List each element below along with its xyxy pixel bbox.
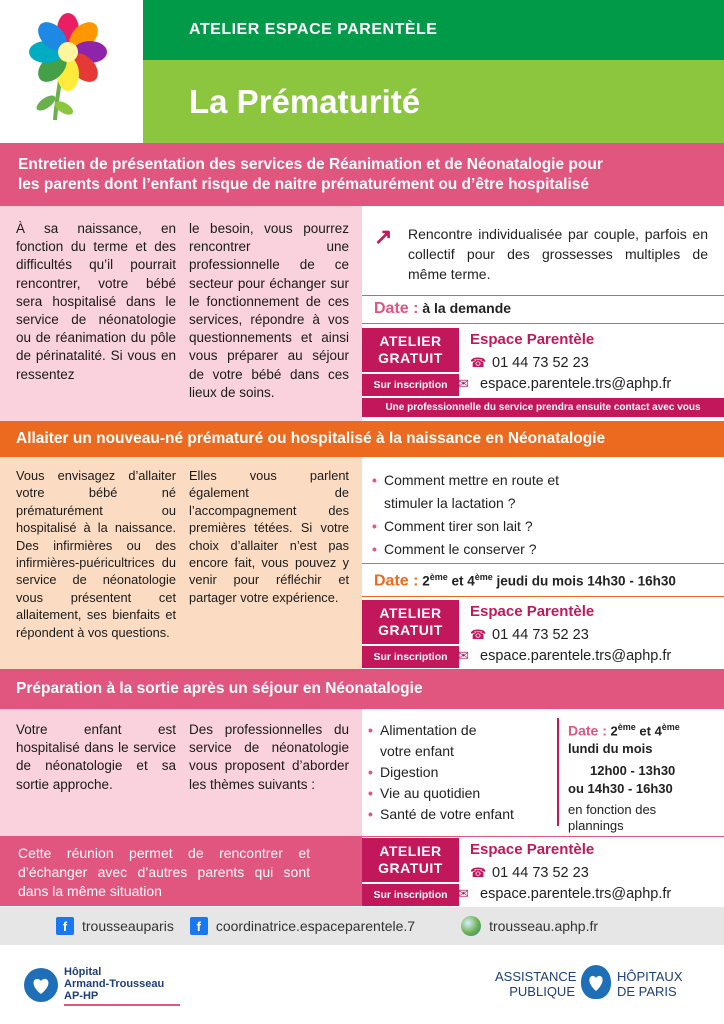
list-item: • Comment le conserver ? xyxy=(372,538,712,561)
phone-icon: ☎ xyxy=(470,865,487,880)
section3-bullets xyxy=(368,720,548,825)
inscription-label: Sur inscription xyxy=(362,646,459,668)
atelier-box xyxy=(362,328,724,398)
section2-date: Date : 2ème et 4ème jeudi du mois 14h30 - 16h30 xyxy=(374,572,676,590)
atelier-phone: ☎ 01 44 73 52 23 xyxy=(470,627,589,643)
facebook-link[interactable]: f trousseauparis xyxy=(56,917,174,935)
inscription-label: Sur inscription xyxy=(362,884,459,906)
atelier-title: Espace Parentèle xyxy=(470,603,595,620)
section3-col1: Votre enfant est hospitalisé dans le service de néonatologie et sa sortie approche. xyxy=(16,722,176,792)
atelier-box xyxy=(362,600,724,668)
atelier-label: ATELIER GRATUIT xyxy=(362,328,459,372)
section1-col2: le besoin, vous pourrez rencontrer une professionnelle de ce secteur pour échanger sur le fonctionnement de ces services, répondre à vos questionnements et ainsi vous préparer au séjour de votre bébé dans ces lieux de soins. xyxy=(189,221,349,400)
atelier-phone: ☎ 01 44 73 52 23 xyxy=(470,865,589,881)
atelier-email[interactable]: ✉ espace.parentele.trs@aphp.fr xyxy=(458,648,672,664)
section2-heading: Allaiter un nouveau-né prématuré ou hospitalisé à la naissance en Néonatalogie xyxy=(0,421,724,457)
page-title: La Prématurité xyxy=(143,60,724,143)
flower-logo xyxy=(0,0,143,143)
atelier-title: Espace Parentèle xyxy=(470,331,595,348)
facebook-icon: f xyxy=(190,917,208,935)
section1-info xyxy=(362,206,724,296)
divider xyxy=(557,718,559,826)
globe-icon xyxy=(461,916,481,936)
section3-text xyxy=(0,709,362,836)
atelier-label: ATELIER GRATUIT xyxy=(362,600,459,644)
social-bar xyxy=(0,907,724,945)
section3-col2: Des professionnelles du service de néonatologie vous proposent d’aborder les thèmes suivants : xyxy=(189,722,349,792)
list-item: • Vie au quotidien xyxy=(368,783,548,804)
divider xyxy=(362,836,724,837)
reunion-text: Cette réunion permet de rencontrer et d’échanger avec d’autres parents qui sont dans la même situation xyxy=(0,836,362,906)
atelier-email[interactable]: ✉ espace.parentele.trs@aphp.fr xyxy=(458,886,672,902)
divider xyxy=(362,563,724,564)
email-icon: ✉ xyxy=(458,886,469,901)
divider xyxy=(362,596,724,597)
header-subtitle: ATELIER ESPACE PARENTÈLE xyxy=(143,0,724,60)
atelier-email[interactable]: ✉ espace.parentele.trs@aphp.fr xyxy=(458,376,672,392)
contact-note: Une professionnelle du service prendra ensuite contact avec vous xyxy=(362,398,724,417)
section1-date: Date : à la demande xyxy=(374,300,512,317)
list-item: • Santé de votre enfant xyxy=(368,804,548,825)
section3-date: Date : 2ème et 4ème lundi du mois 12h00 - 13h30 ou 14h30 - 16h30 en fonction des plannings xyxy=(568,722,680,834)
arrow-icon: ↗ xyxy=(374,224,393,249)
list-item: • Alimentation de votre enfant xyxy=(368,720,508,762)
atelier-label: ATELIER GRATUIT xyxy=(362,838,459,882)
phone-icon: ☎ xyxy=(470,627,487,642)
aphp-logo: ASSISTANCE PUBLIQUE HÔPITAUX DE PARIS xyxy=(495,965,705,1005)
facebook-link[interactable]: f coordinatrice.espaceparentele.7 xyxy=(190,917,415,935)
section3-heading: Préparation à la sortie après un séjour en Néonatalogie xyxy=(0,669,724,709)
inscription-label: Sur inscription xyxy=(362,374,459,396)
atelier-title: Espace Parentèle xyxy=(470,841,595,858)
atelier-box xyxy=(362,838,724,906)
facebook-icon: f xyxy=(56,917,74,935)
hospital-logo: Hôpital Armand-Trousseau AP-HP xyxy=(24,966,184,1006)
phone-icon: ☎ xyxy=(470,355,487,370)
section2-text xyxy=(0,457,362,669)
list-item: • Digestion xyxy=(368,762,548,783)
section1-text xyxy=(0,206,362,421)
email-icon: ✉ xyxy=(458,376,469,391)
section2-bullets xyxy=(372,469,712,561)
website-link[interactable]: trousseau.aphp.fr xyxy=(461,916,598,936)
list-item: • Comment mettre en route et stimuler la lactation ? xyxy=(372,469,582,515)
section2-col2: Elles vous parlent également de l’accompagnement des premières tétées. Si votre choix d’allaiter n’est pas encore fait, vous pouvez y venir pour réfléchir et partager votre expérience. xyxy=(189,468,349,605)
section1-heading: Entretien de présentation des services de Réanimation et de Néonatalogie pour les parents dont l’enfant risque de naitre prématurément ou d’être hospitalisé xyxy=(0,143,724,206)
section1-col1: À sa naissance, en fonction du terme et des difficultés qu’il pourrait rencontrer, votre bébé sera hospitalisé dans le service de néonatologie ou de réanimation du pôle de périnatalité. Si vous en ressentez xyxy=(16,221,176,382)
email-icon: ✉ xyxy=(458,648,469,663)
section1-info-text: Rencontre individualisée par couple, parfois en collectif pour des grossesses multiples de même terme. xyxy=(408,226,708,282)
heart-logo xyxy=(24,968,58,1002)
atelier-phone: ☎ 01 44 73 52 23 xyxy=(470,355,589,371)
section2-col1: Vous envisagez d’allaiter votre bébé né prématurément ou hospitalisé à la naissance. Des infirmières ou des infirmières-puéricultrices du service de néonatologie vous présentent cet allaitement, ses bienfaits et répondent à vos questions. xyxy=(16,468,176,640)
heart-logo xyxy=(581,965,611,999)
list-item: • Comment tirer son lait ? xyxy=(372,515,712,538)
divider xyxy=(362,323,724,324)
